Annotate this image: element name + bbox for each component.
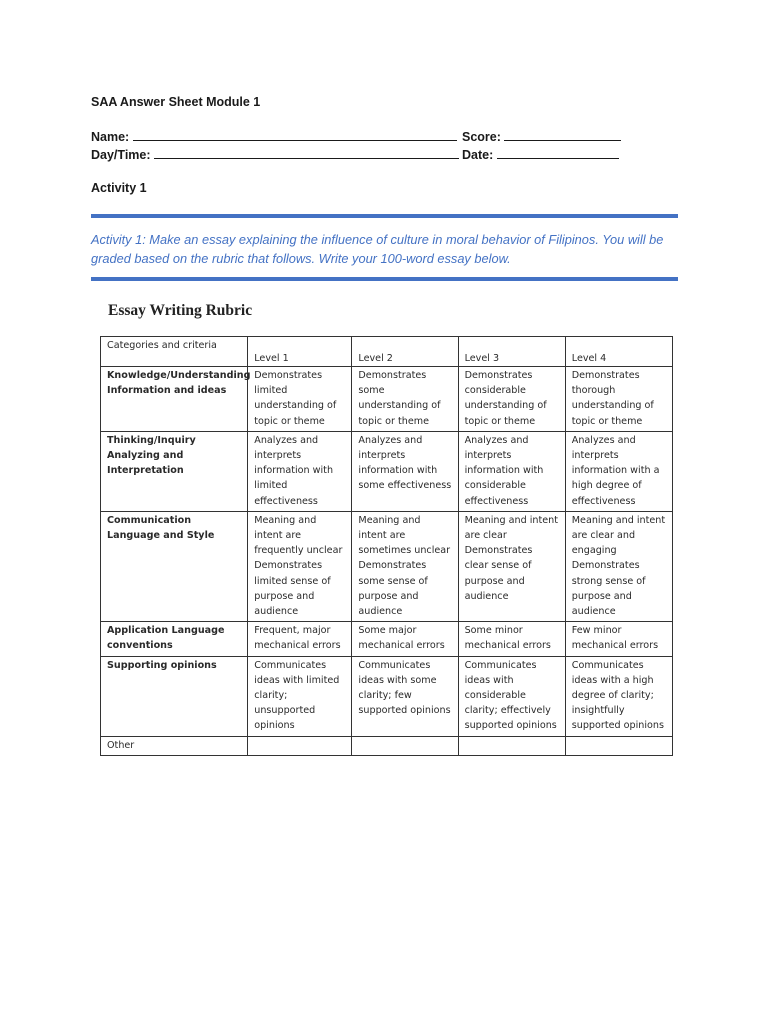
row-category: Communication Language and Style: [101, 511, 248, 621]
rubric-row: [101, 431, 673, 511]
rubric-row: [101, 511, 673, 621]
rubric-cell: Meaning and intent are clear and engaging Demonstrates strong sense of purpose and audience: [565, 511, 672, 621]
rubric-cell: Analyzes and interprets information with some effectiveness: [352, 431, 458, 511]
header-level-4: Level 4: [565, 337, 672, 367]
rubric-cell: Meaning and intent are frequently unclear Demonstrates limited sense of purpose and audience: [248, 511, 352, 621]
rubric-cell: Communicates ideas with a high degree of clarity; insightfully supported opinions: [565, 656, 672, 736]
rubric-cell: Some minor mechanical errors: [458, 622, 565, 656]
activity-instructions: Activity 1: Make an essay explaining the influence of culture in moral behavior of Filipinos. You will be graded based on the rubric that follows. Write your 100-word essay below.: [91, 232, 664, 266]
daytime-label: Day/Time:: [91, 148, 151, 162]
name-field[interactable]: [91, 129, 457, 144]
rubric-cell: [458, 736, 565, 755]
rubric-cell: Some major mechanical errors: [352, 622, 458, 656]
rubric-cell: Demonstrates considerable understanding of topic or theme: [458, 367, 565, 432]
header-category: Categories and criteria: [101, 337, 248, 367]
rubric-cell: [352, 736, 458, 755]
accent-rule-bottom: [91, 277, 678, 281]
rubric-row: [101, 367, 673, 432]
rubric-cell: Communicates ideas with limited clarity; unsupported opinions: [248, 656, 352, 736]
rubric-cell: Analyzes and interprets information with limited effectiveness: [248, 431, 352, 511]
footer-category: Other: [101, 736, 248, 755]
row-category: Thinking/Inquiry Analyzing and Interpretation: [101, 431, 248, 511]
rubric-cell: Demonstrates some understanding of topic or theme: [352, 367, 458, 432]
row-category: Supporting opinions: [101, 656, 248, 736]
row-category: Knowledge/Understanding Information and ideas: [101, 367, 248, 432]
rubric-cell: Frequent, major mechanical errors: [248, 622, 352, 656]
rubric-row: [101, 656, 673, 736]
daytime-field[interactable]: [91, 147, 459, 162]
score-blank[interactable]: [504, 129, 621, 141]
score-field[interactable]: [462, 129, 621, 144]
score-label: Score:: [462, 130, 501, 144]
header-level-3: Level 3: [458, 337, 565, 367]
rubric-cell: [565, 736, 672, 755]
rubric-cell: Analyzes and interprets information with considerable effectiveness: [458, 431, 565, 511]
accent-rule-top: [91, 214, 678, 218]
rubric-cell: Communicates ideas with considerable clarity; effectively supported opinions: [458, 656, 565, 736]
header-level-2: Level 2: [352, 337, 458, 367]
rubric-cell: Meaning and intent are clear Demonstrates clear sense of purpose and audience: [458, 511, 565, 621]
rubric-cell: [248, 736, 352, 755]
name-blank[interactable]: [133, 129, 457, 141]
rubric-title: Essay Writing Rubric: [108, 302, 253, 319]
rubric-footer-row: [101, 736, 673, 755]
sheet-title: SAA Answer Sheet Module 1: [91, 95, 261, 109]
daytime-blank[interactable]: [154, 147, 459, 159]
date-label: Date:: [462, 148, 494, 162]
rubric-cell: Analyzes and interprets information with a high degree of effectiveness: [565, 431, 672, 511]
activity-heading: Activity 1: [91, 181, 147, 195]
date-field[interactable]: [462, 147, 619, 162]
header-level-1: Level 1: [248, 337, 352, 367]
rubric-cell: Few minor mechanical errors: [565, 622, 672, 656]
rubric-header-row: [101, 337, 673, 367]
rubric-cell: Demonstrates limited understanding of topic or theme: [248, 367, 352, 432]
row-category: Application Language conventions: [101, 622, 248, 656]
rubric-row: [101, 622, 673, 656]
rubric-cell: Demonstrates thorough understanding of topic or theme: [565, 367, 672, 432]
rubric-cell: Communicates ideas with some clarity; few supported opinions: [352, 656, 458, 736]
rubric-table: [100, 336, 673, 756]
rubric-cell: Meaning and intent are sometimes unclear Demonstrates some sense of purpose and audience: [352, 511, 458, 621]
date-blank[interactable]: [497, 147, 619, 159]
name-label: Name:: [91, 130, 130, 144]
